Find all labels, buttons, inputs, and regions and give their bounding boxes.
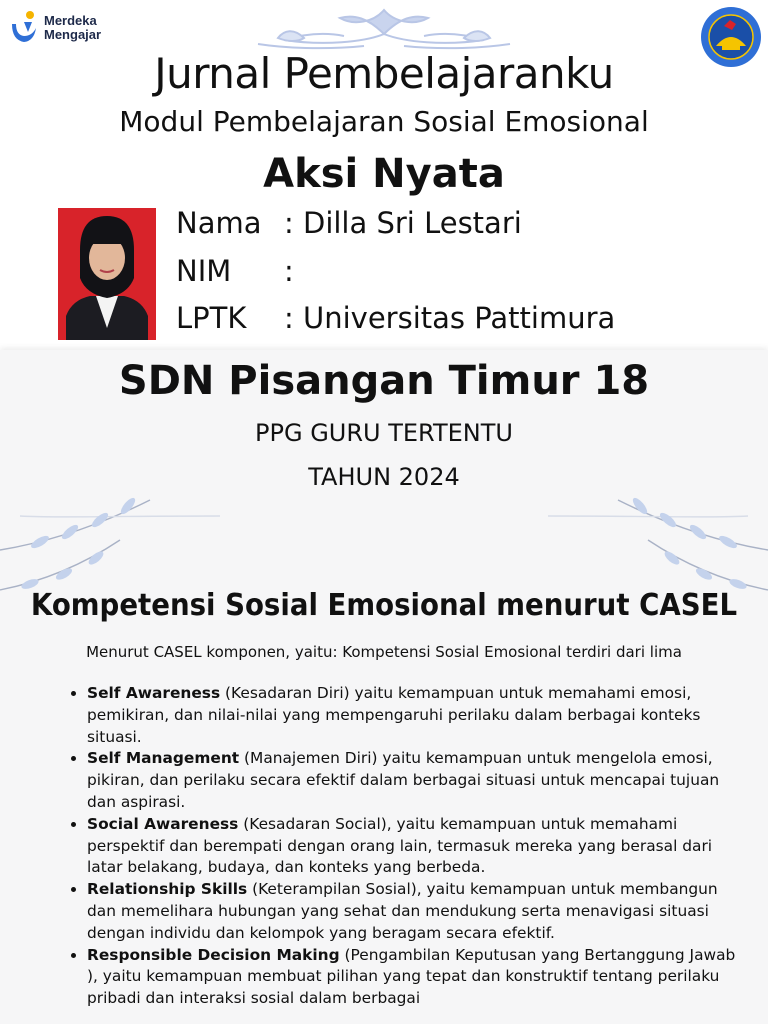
list-item: [87, 814, 737, 879]
field-value: : Universitas Pattimura: [284, 301, 616, 335]
competency-list: [70, 683, 737, 1010]
competency-desc: (Manajemen Diri) yaitu kemampuan untuk mengelola emosi, pikiran, dan perilaku secara efektif dalam berbagai situasi untuk mencapai tujuan dan aspirasi.: [87, 749, 720, 811]
field-value: : Dilla Sri Lestari: [284, 206, 522, 240]
merdeka-mengajar-logo-icon: [10, 10, 38, 46]
competency-term: Self Management: [87, 749, 240, 768]
journal-subtitle: Modul Pembelajaran Sosial Emosional: [119, 105, 649, 138]
field-nim: [176, 251, 294, 291]
competency-desc: (Pengambilan Keputusan yang Bertanggung Jawab ), yaitu kemampuan membuat pilihan yang tepat dan konstruktif tentang perilaku pribadi dan interaksi sosial dalam berbagai: [87, 945, 736, 1008]
field-label: Nama: [176, 206, 262, 240]
journal-title: Jurnal Pembelajaranku: [154, 49, 614, 98]
field-lptk: [176, 298, 615, 338]
field-label: NIM: [176, 254, 232, 288]
competency-term: Responsible Decision Making: [87, 945, 340, 964]
brand-line-2: Mengajar: [44, 27, 102, 42]
brand-line-1: Merdeka: [44, 13, 97, 28]
list-item: [87, 879, 737, 944]
field-nama: [176, 203, 522, 243]
list-item: [87, 945, 737, 1010]
merdeka-mengajar-brand: [10, 10, 101, 46]
competency-term: Relationship Skills: [87, 880, 248, 899]
list-item: [87, 683, 737, 748]
school-name: SDN Pisangan Timur 18: [118, 358, 650, 404]
profile-photo: [58, 208, 156, 340]
competency-desc: (Keterampilan Sosial), yaitu kemampuan untuk membangun dan memelihara hubungan yang sehat dan mendukung serta menavigasi situasi dengan individu dan kelompok yang beragam secara efektif.: [87, 880, 718, 942]
section-title: Kompetensi Sosial Emosional menurut CASEL: [30, 588, 738, 623]
competency-desc: (Kesadaran Diri) yaitu kemampuan untuk memahami emosi, pemikiran, dan nilai-nilai yang mempengaruhi perilaku dalam berbagai konteks situasi.: [87, 684, 701, 746]
competency-term: Social Awareness: [87, 814, 239, 833]
cover-page: [0, 0, 768, 350]
list-item: [87, 748, 737, 813]
aksi-nyata-heading: Aksi Nyata: [263, 151, 505, 197]
field-label: LPTK: [176, 301, 247, 335]
program-name: PPG GURU TERTENTU: [255, 419, 513, 447]
document-page-2: [0, 350, 768, 1024]
brand-name: [44, 14, 101, 42]
competency-desc: (Kesadaran Social), yaitu kemampuan untuk memahami perspektif dan berempati dengan orang lain, termasuk mereka yang berasal dari latar belakang, budaya, dan konteks yang berbeda.: [87, 814, 713, 877]
field-value: :: [284, 254, 294, 288]
section-intro: Menurut CASEL komponen, yaitu: Kompetensi Sosial Emosional terdiri dari lima: [86, 643, 682, 661]
program-year: TAHUN 2024: [308, 463, 460, 491]
competency-term: Self Awareness: [87, 684, 221, 702]
